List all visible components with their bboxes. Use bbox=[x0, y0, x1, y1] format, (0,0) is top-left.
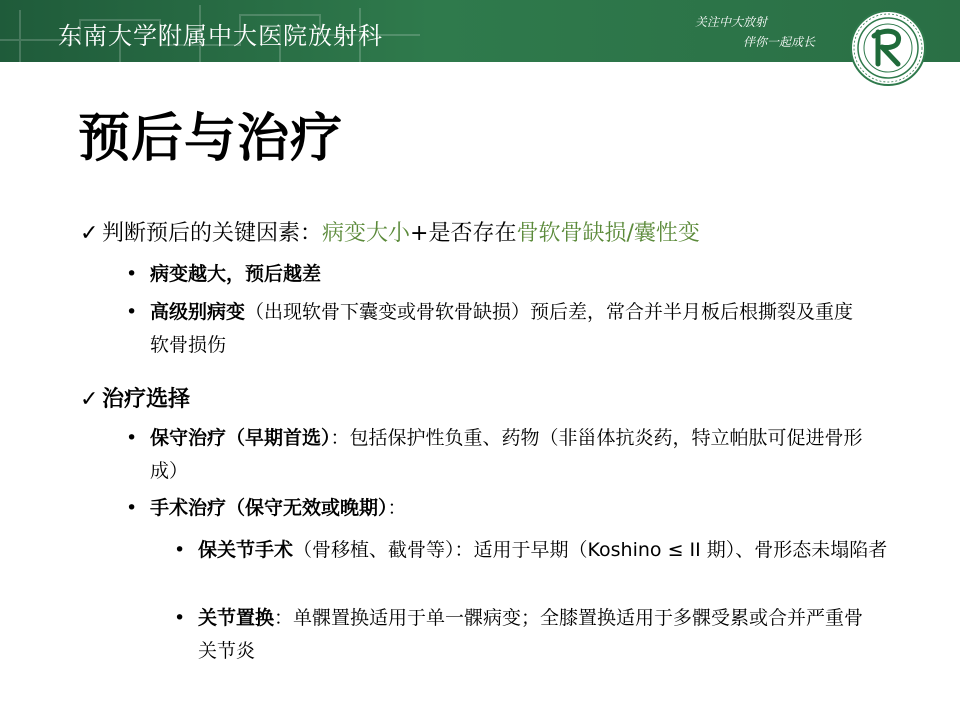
check-item-mid: +是否存在 bbox=[410, 221, 517, 246]
sub-list-item-text: ：单髁置换适用于单一髁病变；全膝置换适用于多髁受累或合并严重骨关节炎 bbox=[198, 607, 864, 662]
slogan-line-1: 关注中大放射 bbox=[695, 15, 768, 29]
sub-list-item-bold: 关节置换 bbox=[198, 607, 275, 629]
highlight-lesion-size: 病变大小 bbox=[322, 221, 411, 246]
list-item-bold: 病变越大，预后越差 bbox=[150, 263, 322, 285]
slide-title: 预后与治疗 bbox=[78, 109, 344, 169]
list-item bbox=[150, 422, 872, 488]
sub-list-item-text: （骨移植、截骨等）：适用于早期（Koshino ≤ II 期）、骨形态未塌陷者 bbox=[293, 539, 888, 561]
list-item-bold: 手术治疗（保守无效或晚期） bbox=[150, 497, 388, 519]
check-mark-icon: ✓ bbox=[80, 387, 99, 412]
check-item-label: 治疗选择 bbox=[102, 387, 191, 412]
list-item bbox=[150, 492, 890, 525]
slogan bbox=[695, 12, 815, 52]
list-item-text: ：包括保护性负重、药物（非甾体抗炎药，特立帕肽可促进骨形成） bbox=[150, 427, 863, 482]
highlight-cartilage-defect: 骨软骨缺损/囊性变 bbox=[516, 221, 700, 246]
list-item-text: ： bbox=[387, 497, 407, 519]
check-item-prognosis bbox=[80, 216, 700, 247]
list-item-bold: 高级别病变 bbox=[150, 301, 246, 323]
hospital-r-logo-icon bbox=[850, 10, 926, 86]
slogan-line-2: 伴你一起成长 bbox=[742, 35, 815, 49]
list-item bbox=[150, 258, 890, 291]
sub-list-item bbox=[198, 602, 872, 668]
sub-list-item bbox=[198, 534, 898, 567]
check-mark-icon: ✓ bbox=[80, 221, 99, 246]
list-item-text: （出现软骨下囊变或骨软骨缺损）预后差，常合并半月板后根撕裂及重度软骨损伤 bbox=[150, 301, 854, 356]
sub-list-item-bold: 保关节手术 bbox=[198, 539, 294, 561]
department-name: 东南大学附属中大医院放射科 bbox=[58, 22, 383, 50]
check-item-treatment bbox=[80, 382, 190, 413]
header-banner bbox=[0, 0, 960, 62]
check-item-prefix: 判断预后的关键因素： bbox=[102, 221, 323, 246]
list-item-bold: 保守治疗（早期首选） bbox=[150, 427, 331, 449]
list-item bbox=[150, 296, 872, 362]
